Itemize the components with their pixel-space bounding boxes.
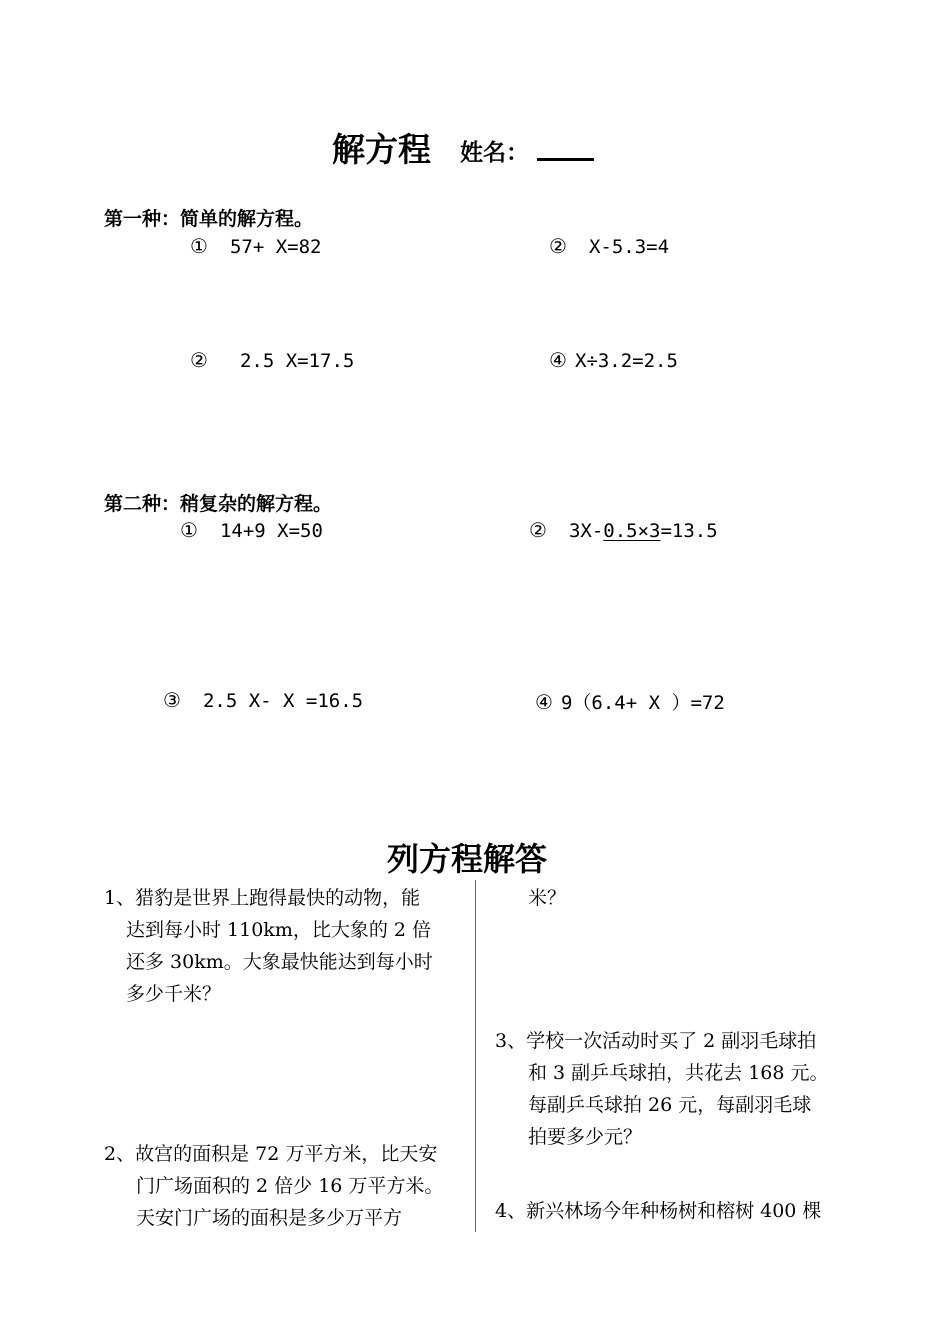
equation-number: ④ [535,690,553,714]
problem-1 [104,882,433,1010]
equation-number: ① [190,234,208,258]
problem-line: 达到每小时 110km，比大象的 2 倍 [126,919,432,941]
s2-equation-3 [163,688,363,712]
section1-heading: 第一种：简单的解方程。 [104,208,314,230]
problem-line: 3、学校一次活动时买了 2 副羽毛球拍 [495,1030,817,1052]
equation-text-pre: 3X- [568,520,604,542]
problem-line: 2、故宫的面积是 72 万平方米，比天安 [104,1143,438,1165]
problem-line: 还多 30km。大象最快能达到每小时 [126,951,433,973]
equation-text: X÷3.2=2.5 [574,350,678,372]
equation-text: X-5.3=4 [588,236,670,258]
problem-2-continued [528,882,566,914]
s2-equation-4 [535,688,725,715]
problem-line: 天安门广场的面积是多少万平方 [136,1207,403,1229]
s1-equation-4 [549,348,678,372]
problem-line: 多少千米？ [126,983,222,1005]
problem-4 [495,1195,821,1227]
problem-line: 米？ [528,887,567,909]
section2-heading: 第二种：稍复杂的解方程。 [104,493,333,515]
name-blank-line[interactable] [537,158,594,161]
equation-number: ② [549,234,567,258]
name-label: 姓名： [460,140,529,166]
s2-equation-1 [180,518,323,542]
page-title: 解方程 [332,130,431,169]
equation-text-underlined: 0.5×3 [603,520,661,542]
equation-text: 14+9 X=50 [219,520,323,542]
equation-text: 57+ X=82 [229,236,322,258]
column-divider [475,880,476,1232]
s1-equation-3 [190,348,354,372]
s1-equation-1 [190,234,321,258]
equation-number: ② [190,348,208,372]
problem-line: 4、新兴林场今年种杨树和榕树 400 棵 [495,1200,822,1222]
problem-line: 和 3 副乒乓球拍，共花去 168 元。 [528,1062,829,1084]
word-problems-title: 列方程解答 [387,840,548,878]
s1-equation-2 [549,234,669,258]
equation-number: ② [529,518,547,542]
equation-number: ① [180,518,198,542]
problem-line: 门广场面积的 2 倍少 16 万平方米。 [136,1175,444,1197]
problem-line: 每副乒乓球拍 26 元，每副羽毛球 [528,1094,812,1116]
equation-text: 2.5 X- X =16.5 [202,690,364,712]
equation-number: ③ [163,688,181,712]
problem-line: 1、猎豹是世界上跑得最快的动物，能 [104,887,421,909]
equation-number: ④ [549,348,567,372]
equation-text: 9（6.4+ X ）=72 [560,692,725,714]
problem-3 [495,1025,829,1153]
equation-text-post: =13.5 [660,520,718,542]
equation-text: 2.5 X=17.5 [239,350,355,372]
s2-equation-2 [529,518,718,542]
problem-line: 拍要多少元？ [528,1126,643,1148]
problem-2 [104,1138,443,1234]
